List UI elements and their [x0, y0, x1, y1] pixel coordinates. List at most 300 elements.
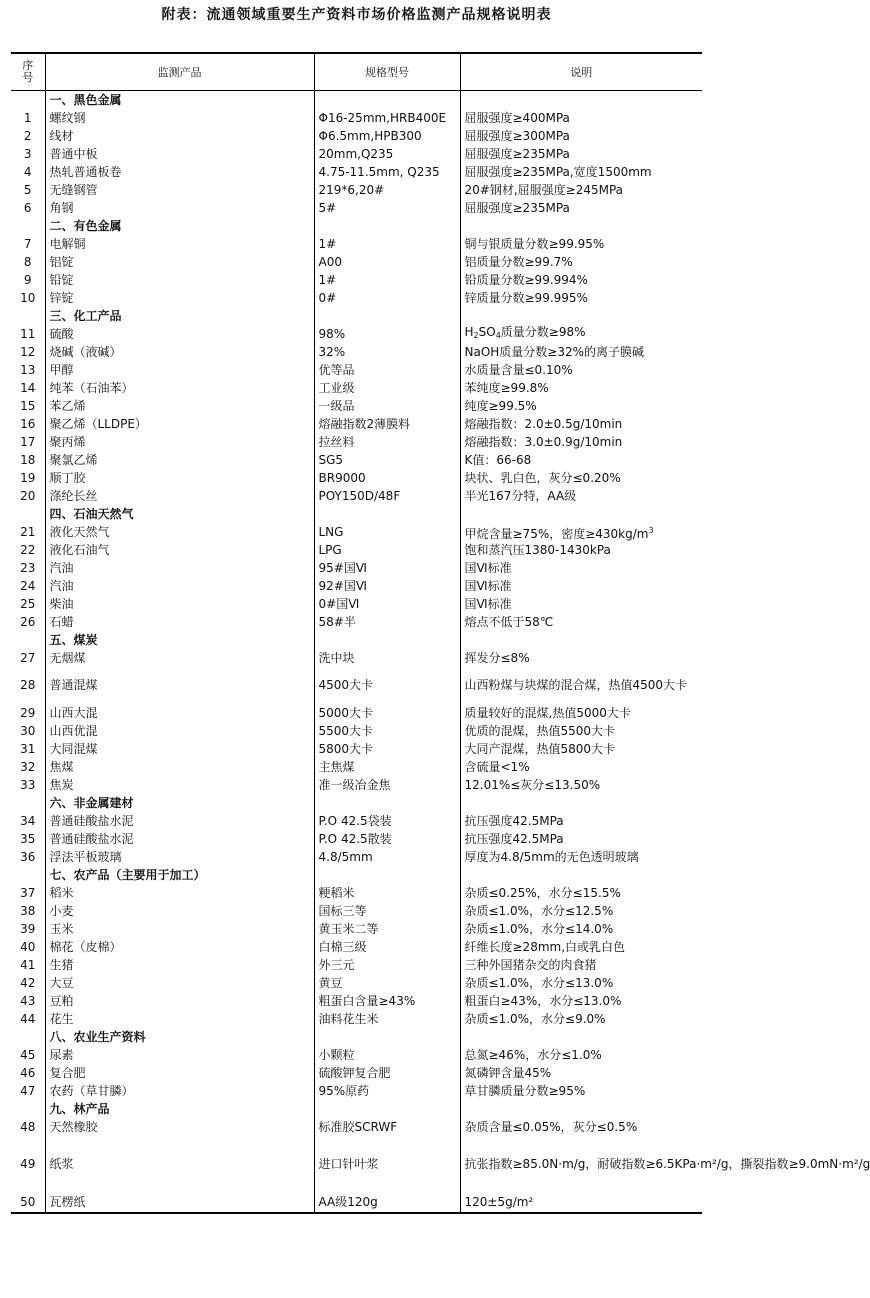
row-number: 17 [20, 434, 36, 449]
spec-value: 白棉三级 [314, 938, 460, 956]
spec-value: 黄玉米二等 [314, 920, 460, 938]
description: 杂质≤0.25%，水分≤15.5% [460, 884, 702, 902]
description: 块状、乳白色，灰分≤0.20% [460, 469, 702, 487]
spec-value: BR9000 [314, 469, 460, 487]
row-number: 41 [20, 957, 36, 972]
table-row [11, 613, 702, 631]
description: 质量较好的混煤,热值5000大卡 [460, 704, 702, 722]
row-number: 49 [20, 1156, 36, 1171]
description: 屈服强度≥235MPa,宽度1500mm [460, 163, 702, 181]
description: 铝质量分数≥99.7% [460, 253, 702, 271]
spec-value: 1# [314, 271, 460, 289]
spec-value: A00 [314, 253, 460, 271]
product-name: 生猪 [45, 956, 314, 974]
section-spec-cell [314, 794, 460, 812]
formula-subscript: 4 [495, 331, 501, 340]
description-text: 质量分数≥98% [500, 325, 586, 339]
spec-value: LPG [314, 541, 460, 559]
row-number: 12 [20, 344, 36, 359]
section-desc-cell [460, 91, 702, 110]
section-row [11, 1028, 702, 1046]
product-name: 纸浆 [45, 1136, 314, 1192]
row-number: 44 [20, 1011, 36, 1026]
section-spec-cell [314, 307, 460, 325]
product-name: 浮法平板玻璃 [45, 848, 314, 866]
product-name: 普通硅酸盐水泥 [45, 830, 314, 848]
product-name: 热轧普通板卷 [45, 163, 314, 181]
product-name: 线材 [45, 127, 314, 145]
document-title: 附表：流通领域重要生产资料市场价格监测产品规格说明表 [161, 7, 552, 23]
description: 苯纯度≥99.8% [460, 379, 702, 397]
section-heading: 五、煤炭 [45, 631, 314, 649]
product-name: 顺丁胶 [45, 469, 314, 487]
section-index-cell [11, 631, 45, 649]
description: 熔点不低于58℃ [460, 613, 702, 631]
table-row [11, 595, 702, 613]
description: 氮磷钾含量45% [460, 1064, 702, 1082]
table-row [11, 974, 702, 992]
section-spec-cell [314, 1100, 460, 1118]
spec-value: 一级品 [314, 397, 460, 415]
description: 抗压强度42.5MPa [460, 830, 702, 848]
section-index-cell [11, 505, 45, 523]
product-name: 液化天然气 [45, 523, 314, 541]
table-row [11, 199, 702, 217]
spec-value: 32% [314, 343, 460, 361]
description: 总氮≥46%，水分≤1.0% [460, 1046, 702, 1064]
table-row [11, 704, 702, 722]
spec-value: 粳稻米 [314, 884, 460, 902]
table-row [11, 722, 702, 740]
table-row [11, 1136, 702, 1192]
spec-value: 拉丝料 [314, 433, 460, 451]
row-number: 4 [23, 164, 32, 179]
row-number: 46 [20, 1065, 36, 1080]
spec-value: 黄豆 [314, 974, 460, 992]
row-number: 43 [20, 993, 36, 1008]
description: 含硫量<1% [460, 758, 702, 776]
description: K值：66-68 [460, 451, 702, 469]
description: 屈服强度≥235MPa [460, 199, 702, 217]
product-name: 大豆 [45, 974, 314, 992]
product-name: 铅锭 [45, 271, 314, 289]
spec-value: 油料花生米 [314, 1010, 460, 1028]
table-row [11, 235, 702, 253]
section-row [11, 1100, 702, 1118]
product-name: 玉米 [45, 920, 314, 938]
spec-value: 219*6,20# [314, 181, 460, 199]
product-name: 复合肥 [45, 1064, 314, 1082]
spec-value: 5000大卡 [314, 704, 460, 722]
spec-value: 95#国Ⅵ [314, 559, 460, 577]
description: 屈服强度≥235MPa [460, 145, 702, 163]
table-row [11, 956, 702, 974]
row-number: 18 [20, 452, 36, 467]
product-name: 大同混煤 [45, 740, 314, 758]
table-row [11, 397, 702, 415]
section-desc-cell [460, 631, 702, 649]
table-row [11, 758, 702, 776]
row-number: 9 [23, 272, 32, 287]
row-number: 24 [20, 578, 36, 593]
table-row [11, 649, 702, 667]
spec-value: 5800大卡 [314, 740, 460, 758]
table-row [11, 1046, 702, 1064]
product-name: 电解铜 [45, 235, 314, 253]
description: 屈服强度≥400MPa [460, 109, 702, 127]
row-number: 15 [20, 398, 36, 413]
description: 锌质量分数≥99.995% [460, 289, 702, 307]
row-number: 37 [20, 885, 36, 900]
product-name: 汽油 [45, 577, 314, 595]
table-row [11, 992, 702, 1010]
section-heading: 二、有色金属 [45, 217, 314, 235]
section-spec-cell [314, 866, 460, 884]
row-number: 5 [23, 182, 32, 197]
section-heading: 七、农产品（主要用于加工） [45, 866, 314, 884]
table-row [11, 884, 702, 902]
spec-value: 58#半 [314, 613, 460, 631]
row-number: 14 [20, 380, 36, 395]
description: 厚度为4.8/5mm的无色透明玻璃 [460, 848, 702, 866]
description: 优质的混煤，热值5500大卡 [460, 722, 702, 740]
row-number: 19 [20, 470, 36, 485]
product-name: 螺纹钢 [45, 109, 314, 127]
table-row [11, 667, 702, 704]
table-row [11, 163, 702, 181]
row-number: 13 [20, 362, 36, 377]
description: 水质量含量≤0.10% [460, 361, 702, 379]
description: 草甘膦质量分数≥95% [460, 1082, 702, 1100]
section-heading: 八、农业生产资料 [45, 1028, 314, 1046]
product-name: 涤纶长丝 [45, 487, 314, 505]
row-number: 6 [23, 200, 32, 215]
table-row [11, 271, 702, 289]
table-row [11, 127, 702, 145]
spec-value: 小颗粒 [314, 1046, 460, 1064]
product-name: 棉花（皮棉） [45, 938, 314, 956]
description: 国Ⅵ标准 [460, 595, 702, 613]
section-desc-cell [460, 866, 702, 884]
product-name: 烧碱（液碱） [45, 343, 314, 361]
row-number: 38 [20, 903, 36, 918]
table-row [11, 577, 702, 595]
row-number: 39 [20, 921, 36, 936]
table-row [11, 343, 702, 361]
table-row [11, 469, 702, 487]
section-spec-cell [314, 217, 460, 235]
product-name: 柴油 [45, 595, 314, 613]
product-name: 普通硅酸盐水泥 [45, 812, 314, 830]
table-row [11, 830, 702, 848]
table-row [11, 740, 702, 758]
spec-value: 95%原药 [314, 1082, 460, 1100]
product-name: 瓦楞纸 [45, 1192, 314, 1213]
section-heading: 四、石油天然气 [45, 505, 314, 523]
row-number: 8 [23, 254, 32, 269]
spec-value: 主焦煤 [314, 758, 460, 776]
section-row [11, 631, 702, 649]
spec-value: 0#国Ⅵ [314, 595, 460, 613]
product-name: 山西大混 [45, 704, 314, 722]
spec-value: 4.75-11.5mm, Q235 [314, 163, 460, 181]
section-row [11, 307, 702, 325]
formula-subscript: 2 [473, 331, 479, 340]
product-name: 焦煤 [45, 758, 314, 776]
row-number: 27 [20, 650, 36, 665]
table-row [11, 487, 702, 505]
spec-value: 工业级 [314, 379, 460, 397]
section-spec-cell [314, 91, 460, 110]
spec-value: 4500大卡 [314, 667, 460, 704]
section-spec-cell [314, 1028, 460, 1046]
table-row [11, 920, 702, 938]
product-name: 农药（草甘膦） [45, 1082, 314, 1100]
section-heading: 六、非金属建材 [45, 794, 314, 812]
spec-value: 优等品 [314, 361, 460, 379]
product-name: 山西优混 [45, 722, 314, 740]
section-row [11, 91, 702, 110]
table-row [11, 902, 702, 920]
description: 杂质≤1.0%，水分≤12.5% [460, 902, 702, 920]
section-row [11, 866, 702, 884]
description: 挥发分≤8% [460, 649, 702, 667]
spec-value: P.O 42.5袋装 [314, 812, 460, 830]
product-name: 角钢 [45, 199, 314, 217]
description: 饱和蒸汽压1380-1430kPa [460, 541, 702, 559]
section-index-cell [11, 1100, 45, 1118]
product-name: 石蜡 [45, 613, 314, 631]
spec-value: 20mm,Q235 [314, 145, 460, 163]
spec-value: Φ16-25mm,HRB400E [314, 109, 460, 127]
product-name: 普通混煤 [45, 667, 314, 704]
product-name: 豆粕 [45, 992, 314, 1010]
spec-value: 国标三等 [314, 902, 460, 920]
table-row [11, 776, 702, 794]
row-number: 26 [20, 614, 36, 629]
description: 国Ⅵ标准 [460, 559, 702, 577]
row-number: 33 [20, 777, 36, 792]
spec-value: 进口针叶浆 [314, 1136, 460, 1192]
description: 杂质≤1.0%，水分≤9.0% [460, 1010, 702, 1028]
product-name: 聚氯乙烯 [45, 451, 314, 469]
row-number: 30 [20, 723, 36, 738]
description: 熔融指数：2.0±0.5g/10min [460, 415, 702, 433]
description: 纯度≥99.5% [460, 397, 702, 415]
section-spec-cell [314, 505, 460, 523]
row-number: 1 [23, 110, 32, 125]
table-row [11, 361, 702, 379]
product-name: 聚丙烯 [45, 433, 314, 451]
spec-value: P.O 42.5散装 [314, 830, 460, 848]
table-row [11, 325, 702, 343]
table-header-row [11, 53, 702, 91]
section-desc-cell [460, 505, 702, 523]
table-row [11, 938, 702, 956]
description: 熔融指数：3.0±0.9g/10min [460, 433, 702, 451]
table-row [11, 1192, 702, 1213]
description: 120±5g/m² [460, 1192, 702, 1213]
row-number: 22 [20, 542, 36, 557]
description: 杂质≤1.0%，水分≤13.0% [460, 974, 702, 992]
description: 铅质量分数≥99.994% [460, 271, 702, 289]
row-number: 20 [20, 488, 36, 503]
row-number: 40 [20, 939, 36, 954]
spec-value: 洗中块 [314, 649, 460, 667]
spec-value: 标准胶SCRWF [314, 1118, 460, 1136]
table-row [11, 451, 702, 469]
spec-value: 准一级冶金焦 [314, 776, 460, 794]
unit-superscript: 3 [648, 525, 654, 535]
description: 屈服强度≥300MPa [460, 127, 702, 145]
description: 抗压强度42.5MPa [460, 812, 702, 830]
row-number: 7 [23, 236, 32, 251]
product-name: 苯乙烯 [45, 397, 314, 415]
row-number: 3 [23, 146, 32, 161]
table-row [11, 379, 702, 397]
table-row [11, 1010, 702, 1028]
product-name: 液化石油气 [45, 541, 314, 559]
product-name: 锌锭 [45, 289, 314, 307]
section-spec-cell [314, 631, 460, 649]
table-row [11, 1064, 702, 1082]
spec-value: 熔融指数2薄膜料 [314, 415, 460, 433]
row-number: 21 [20, 524, 36, 539]
section-index-cell [11, 217, 45, 235]
description: 粗蛋白≥43%，水分≤13.0% [460, 992, 702, 1010]
row-number: 50 [20, 1194, 36, 1209]
section-heading: 三、化工产品 [45, 307, 314, 325]
table-row [11, 848, 702, 866]
description: 纤维长度≥28mm,白或乳白色 [460, 938, 702, 956]
section-index-cell [11, 1028, 45, 1046]
description: 半光167分特，AA级 [460, 487, 702, 505]
spec-value: 5500大卡 [314, 722, 460, 740]
product-name: 无烟煤 [45, 649, 314, 667]
spec-value: 外三元 [314, 956, 460, 974]
row-number: 10 [20, 290, 36, 305]
product-name: 无缝钢管 [45, 181, 314, 199]
description: 20#钢材,屈服强度≥245MPa [460, 181, 702, 199]
row-number: 34 [20, 813, 36, 828]
table-row [11, 559, 702, 577]
row-number: 32 [20, 759, 36, 774]
section-row [11, 794, 702, 812]
row-number: 36 [20, 849, 36, 864]
table-row [11, 1082, 702, 1100]
product-name: 普通中板 [45, 145, 314, 163]
product-name: 尿素 [45, 1046, 314, 1064]
row-number: 2 [23, 128, 32, 143]
header-spec: 规格型号 [314, 53, 460, 91]
formula-part: H [464, 325, 474, 339]
product-name: 甲醇 [45, 361, 314, 379]
description [460, 325, 702, 343]
section-desc-cell [460, 794, 702, 812]
section-index-cell [11, 794, 45, 812]
spec-value: 4.8/5mm [314, 848, 460, 866]
product-name: 聚乙烯（LLDPE） [45, 415, 314, 433]
description: 抗张指数≥85.0N·m/g，耐破指数≥6.5KPa·m²/g，撕裂指数≥9.0mN·m²/g [460, 1136, 702, 1192]
table-body [11, 91, 870, 1214]
product-name: 稻米 [45, 884, 314, 902]
spec-table [11, 52, 870, 1214]
spec-value: Φ6.5mm,HPB300 [314, 127, 460, 145]
header-desc: 说明 [460, 53, 702, 91]
section-desc-cell [460, 1100, 702, 1118]
header-index [11, 53, 45, 91]
table-row [11, 253, 702, 271]
table-row [11, 523, 702, 541]
description: 大同产混煤，热值5800大卡 [460, 740, 702, 758]
description: 杂质≤1.0%，水分≤14.0% [460, 920, 702, 938]
spec-value: 98% [314, 325, 460, 343]
product-name: 汽油 [45, 559, 314, 577]
formula-part: SO [478, 325, 496, 339]
description: 杂质含量≤0.05%，灰分≤0.5% [460, 1118, 702, 1136]
spec-value: 92#国Ⅵ [314, 577, 460, 595]
product-name: 天然橡胶 [45, 1118, 314, 1136]
description: 山西粉煤与块煤的混合煤，热值4500大卡 [460, 667, 702, 704]
row-number: 25 [20, 596, 36, 611]
table-row [11, 415, 702, 433]
section-heading: 九、林产品 [45, 1100, 314, 1118]
row-number: 31 [20, 741, 36, 756]
table-row [11, 812, 702, 830]
row-number: 11 [20, 326, 36, 341]
section-index-cell [11, 91, 45, 110]
spec-value: 粗蛋白含量≥43% [314, 992, 460, 1010]
row-number: 23 [20, 560, 36, 575]
product-name: 硫酸 [45, 325, 314, 343]
section-desc-cell [460, 1028, 702, 1046]
section-row [11, 217, 702, 235]
header-product: 监测产品 [45, 53, 314, 91]
row-number: 28 [20, 678, 36, 692]
spec-value: 硫酸钾复合肥 [314, 1064, 460, 1082]
row-number: 16 [20, 416, 36, 431]
spec-value: 5# [314, 199, 460, 217]
table-row [11, 433, 702, 451]
description-text: 甲烷含量≥75%，密度≥430kg/m [464, 526, 649, 541]
spec-value: SG5 [314, 451, 460, 469]
section-desc-cell [460, 217, 702, 235]
row-number: 42 [20, 975, 36, 990]
table-row [11, 181, 702, 199]
section-index-cell [11, 307, 45, 325]
section-row [11, 505, 702, 523]
header-index-label: 序 号 [22, 59, 34, 84]
spec-value: AA级120g [314, 1192, 460, 1213]
row-number: 48 [20, 1119, 36, 1134]
description [460, 523, 702, 541]
product-name: 小麦 [45, 902, 314, 920]
description: NaOH质量分数≥32%的离子膜碱 [460, 343, 702, 361]
product-name: 纯苯（石油苯） [45, 379, 314, 397]
description: 三种外国猪杂交的肉食猪 [460, 956, 702, 974]
description: 12.01%≤灰分≤13.50% [460, 776, 702, 794]
table-row [11, 1118, 702, 1136]
spec-value: 0# [314, 289, 460, 307]
table-row [11, 289, 702, 307]
row-number: 45 [20, 1047, 36, 1062]
section-desc-cell [460, 307, 702, 325]
section-heading: 一、黑色金属 [45, 91, 314, 110]
table-row [11, 541, 702, 559]
spec-value: LNG [314, 523, 460, 541]
spec-value: POY150D/48F [314, 487, 460, 505]
table-row [11, 109, 702, 127]
